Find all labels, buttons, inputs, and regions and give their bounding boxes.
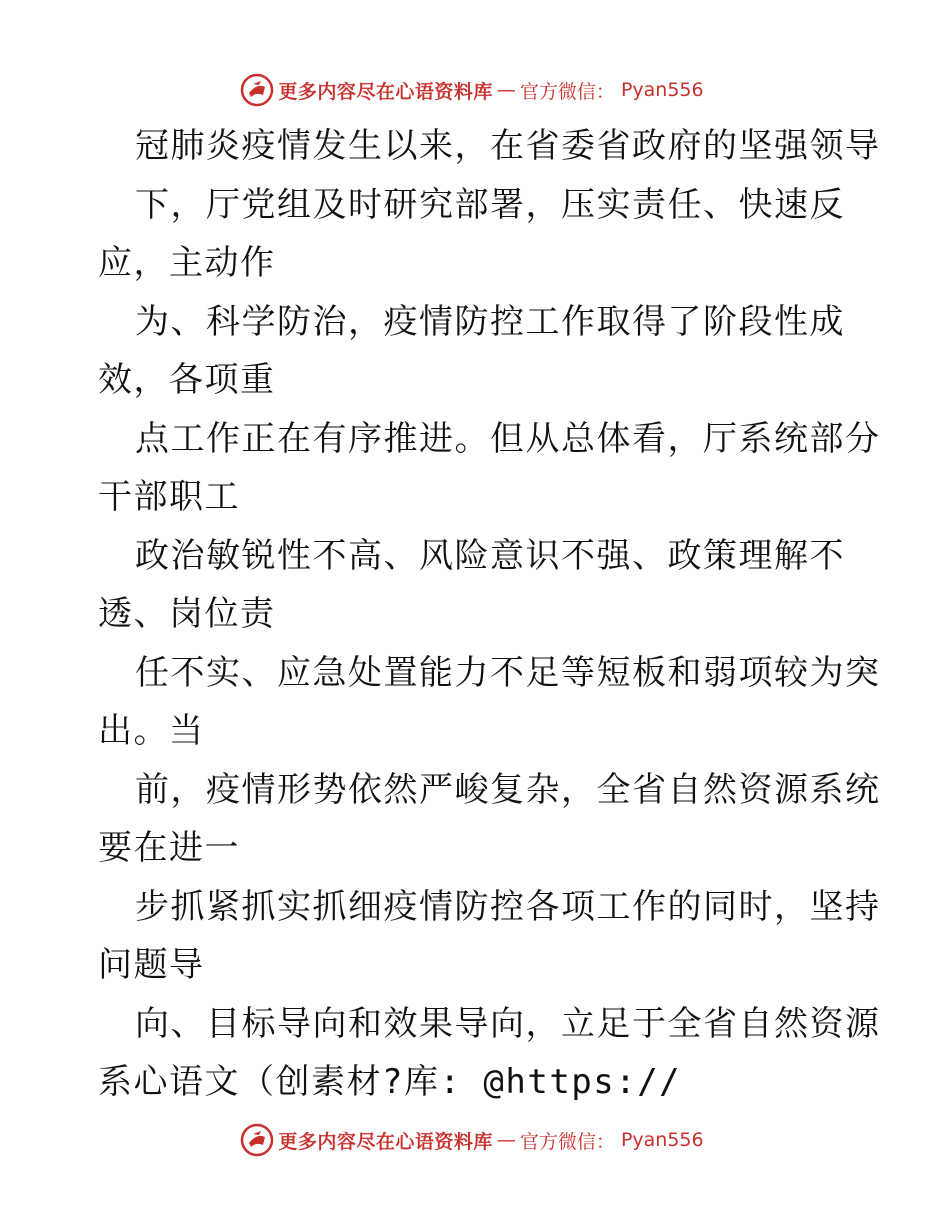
text-line: 问题导 xyxy=(98,945,205,985)
text-line: 点工作正在有序推进。但从总体看，厅系统部分 xyxy=(135,419,881,459)
footer-banner-wechat-label: 官方微信： xyxy=(519,1130,615,1153)
text-line: 系心语文（创素材?库: @https:// xyxy=(98,1062,682,1102)
header-banner-account: Pyan556 xyxy=(620,79,704,101)
text-line: 步抓紧抓实抓细疫情防控各项工作的同时，坚持 xyxy=(135,887,881,927)
text-line: 向、目标导向和效果导向，立足于全省自然资源 xyxy=(135,1004,881,1044)
text-line: 效，各项重 xyxy=(98,360,276,400)
header-banner-wechat-label: 官方微信： xyxy=(519,80,615,103)
text-line: 透、岗位责 xyxy=(98,594,276,634)
header-banner-dash: — xyxy=(496,79,516,101)
footer-banner-dash: — xyxy=(496,1129,516,1151)
footer-banner-title: 更多内容尽在心语资料库 xyxy=(278,1130,493,1153)
text-line: 前，疫情形势依然严峻复杂，全省自然资源系统 xyxy=(135,770,881,810)
text-line: 冠肺炎疫情发生以来，在省委省政府的坚强领导 xyxy=(135,126,881,166)
book-logo-icon xyxy=(240,73,274,107)
text-line: 为、科学防治，疫情防控工作取得了阶段性成 xyxy=(135,302,845,342)
header-banner-title: 更多内容尽在心语资料库 xyxy=(278,80,493,103)
header-banner-content xyxy=(240,73,703,107)
footer-banner xyxy=(0,1120,950,1160)
text-line: 应，主动作 xyxy=(98,243,276,283)
footer-banner-content xyxy=(240,1123,703,1157)
text-line: 出。当 xyxy=(98,711,205,751)
footer-banner-account: Pyan556 xyxy=(620,1129,704,1151)
text-line: 政治敏锐性不高、风险意识不强、政策理解不 xyxy=(135,536,845,576)
text-line: 要在进一 xyxy=(98,828,240,868)
text-line: 任不实、应急处置能力不足等短板和弱项较为突 xyxy=(135,653,881,693)
text-line: 干部职工 xyxy=(98,477,240,517)
text-line: 下，厅党组及时研究部署，压实责任、快速反 xyxy=(135,185,845,225)
book-logo-icon xyxy=(240,1123,274,1157)
header-banner xyxy=(0,70,950,110)
